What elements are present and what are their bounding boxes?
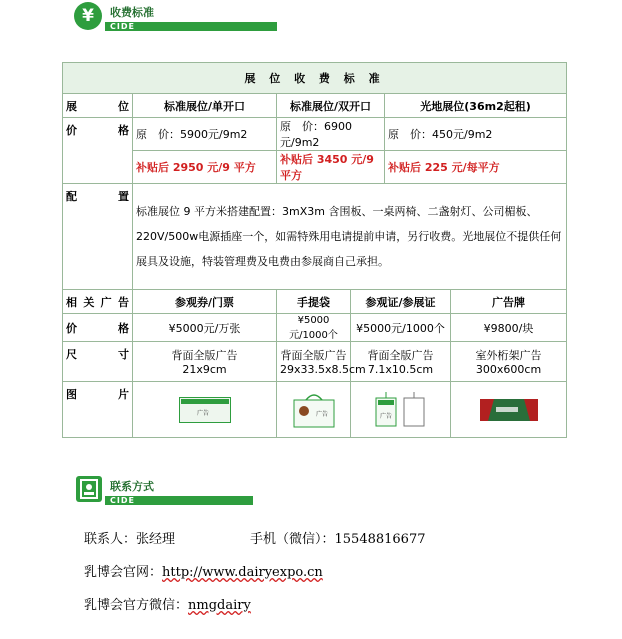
- ad-price-ticket: ¥5000元/万张: [133, 314, 277, 342]
- ad-size-bag: [277, 342, 366, 382]
- subsidized-price-single: 补贴后 2950 元/9 平方: [133, 151, 277, 184]
- booth-type-double: 标准展位/双开口: [277, 94, 385, 118]
- contact-website-link[interactable]: http://www.dairyexpo.cn: [162, 565, 323, 580]
- ad-size-billboard: [451, 342, 567, 382]
- badge-image-text: 广告: [379, 412, 392, 420]
- fee-table: [62, 62, 567, 438]
- ad-price-badge: ¥5000元/1000个: [351, 314, 451, 342]
- original-price-single: 原 价：5900元/9m2: [133, 118, 277, 151]
- ad-name-badge: 参观证/参展证: [351, 290, 451, 314]
- ad-size-ticket-b: 21x9cm: [182, 363, 227, 376]
- ad-price-billboard: ¥9800/块: [451, 314, 567, 342]
- original-price-space: 原 价：450元/9m2: [385, 118, 567, 151]
- contact-wechat-id: nmgdairy: [188, 598, 251, 613]
- ad-name-bag: 手提袋: [277, 290, 351, 314]
- ad-price-bag: ¥5000元/1000个: [277, 314, 351, 342]
- ad-size-label: 尺 寸: [63, 342, 133, 382]
- contact-website-line: [84, 561, 323, 580]
- booth-type-single: 标准展位/单开口: [133, 94, 277, 118]
- yen-icon: ¥: [74, 2, 102, 30]
- ad-name-ticket: 参观券/门票: [133, 290, 277, 314]
- contact-website-label: 乳博会官网：: [84, 565, 163, 580]
- ad-size-billboard-b: 300x600cm: [475, 363, 542, 376]
- table-title: 展 位 收 费 标 准: [63, 63, 567, 94]
- booth-type-space: 光地展位(36m2起租): [385, 94, 567, 118]
- ad-image-badge: [351, 382, 451, 438]
- section-fee-tag: CIDE: [110, 22, 135, 31]
- subsidized-price-space: 补贴后 225 元/每平方: [385, 151, 567, 184]
- badge-image: [374, 392, 428, 428]
- booth-price-label: 价 格: [63, 118, 133, 184]
- contact-wechat-label: 乳博会官方微信：: [84, 598, 189, 613]
- section-contact-title: 联系方式: [110, 480, 154, 493]
- booth-label: 展 位: [63, 94, 133, 118]
- contact-phone: 手机（微信）：15548816677: [250, 532, 426, 547]
- ad-label: 相关广告: [63, 290, 133, 314]
- handbag-image: [290, 392, 338, 428]
- ad-size-billboard-a: 室外桁架广告: [475, 349, 542, 362]
- ad-size-ticket-a: 背面全版广告: [171, 349, 238, 362]
- config-label: 配 置: [63, 184, 133, 290]
- ad-size-bag-a: 背面全版广告: [280, 349, 347, 362]
- subsidized-price-double: 补贴后 3450 元/9 平方: [277, 151, 385, 184]
- handbag-image-text: 广告: [315, 410, 328, 418]
- ad-name-billboard: 广告牌: [451, 290, 567, 314]
- contact-card-glyph: [76, 476, 102, 502]
- ad-price-label: 价 格: [63, 314, 133, 342]
- contact-wechat-line: [84, 594, 251, 613]
- ad-size-ticket: [133, 342, 277, 382]
- config-text: 标准展位 9 平方米搭建配置：3mX3m 含围板、一桌两椅、二盏射灯、公司楣板、220V/500w电源插座一个，如需特殊用电请提前申请，另行收费。光地展位不提供任何展具及设施，特装管理费及电费由参展商自己承担。: [133, 184, 567, 290]
- section-fee-title: 收费标准: [110, 6, 154, 19]
- original-price-double: 原 价：6900元/9m2: [277, 118, 385, 151]
- ticket-image: [179, 397, 231, 423]
- contact-card-icon: [76, 476, 102, 502]
- ad-image-bag: [277, 382, 351, 438]
- section-contact-tag: CIDE: [110, 496, 135, 505]
- ad-size-bag-b: 29x33.5x8.5cm: [280, 363, 366, 376]
- ad-image-label: 图 片: [63, 382, 133, 438]
- billboard-image: [480, 399, 538, 421]
- ticket-image-text: 广告: [196, 409, 209, 417]
- ad-size-badge-a: 背面全版广告: [367, 349, 434, 362]
- ad-size-badge-b: 7.1x10.5cm: [367, 363, 434, 376]
- ad-image-billboard: [451, 382, 567, 438]
- contact-person: 联系人：张经理: [84, 532, 176, 547]
- ad-image-ticket: [133, 382, 277, 438]
